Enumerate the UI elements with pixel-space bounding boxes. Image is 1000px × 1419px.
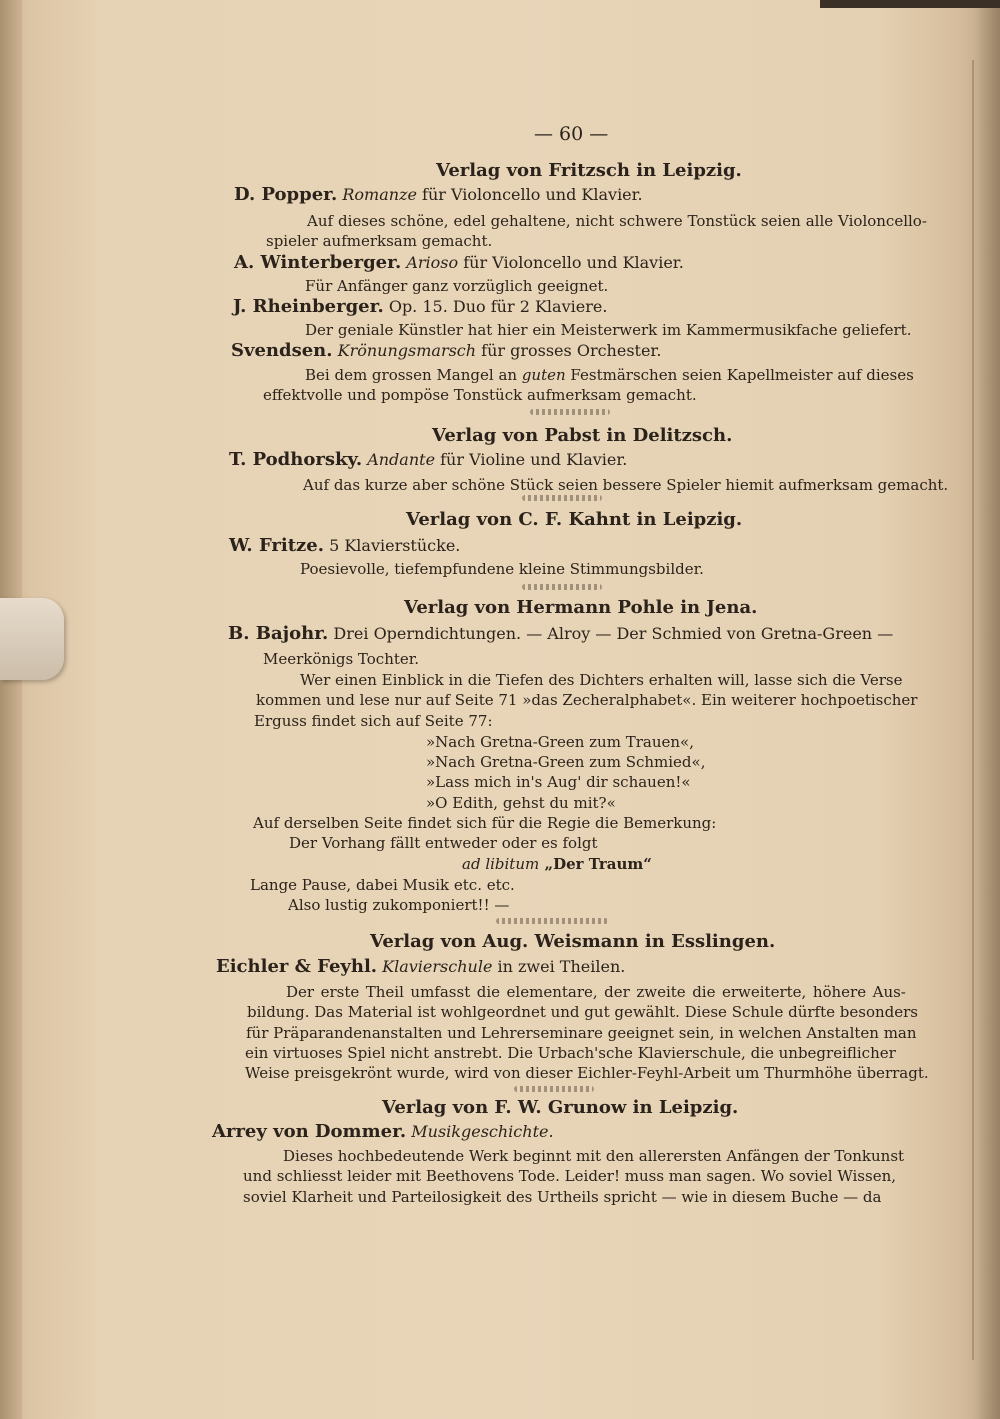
description-line: ein virtuoses Spiel nicht anstrebt. Die Urbach'sche Klavierschule, die unbegreiflicher <box>245 1044 896 1062</box>
work-details: Drei Operndichtungen. — Alroy — Der Schmied von Gretna-Green — <box>328 624 894 643</box>
description-line: Auf dieses schöne, edel gehaltene, nicht schwere Tonstück seien alle Violoncello- <box>307 212 927 230</box>
composer-name: D. Popper. <box>234 184 338 205</box>
description-line: effektvolle und pompöse Tonstück aufmerksam gemacht. <box>263 386 697 404</box>
description-line: Also lustig zukomponiert!! — <box>288 896 510 914</box>
description-line: kommen und lese nur auf Seite 71 »das Zecheralphabet«. Ein weiterer hochpoetischer <box>256 691 918 709</box>
entry-header <box>234 254 684 272</box>
work-details: in zwei Theilen. <box>492 957 626 976</box>
description-line: für Präparandenanstalten und Lehrerseminare geeignet sein, in welchen Anstalten man <box>246 1024 917 1042</box>
description-line: Auf derselben Seite findet sich für die Regie die Bemerkung: <box>253 814 717 832</box>
stage-direction: ad libitum „Der Traum“ <box>462 855 652 873</box>
work-title: Musikgeschichte. <box>411 1122 554 1141</box>
description-line: und schliesst leider mit Beethovens Tode. Leider! muss man sagen. Wo soviel Wissen, <box>243 1167 897 1185</box>
composer-name: Arrey von Dommer. <box>212 1121 407 1142</box>
binding-strip <box>820 0 1000 8</box>
verse-line: »Nach Gretna-Green zum Trauen«, <box>426 733 694 751</box>
work-title: Andante <box>367 450 436 469</box>
work-title: Arioso <box>406 253 459 272</box>
description-line: Meerkönigs Tochter. <box>263 650 420 668</box>
description-line: Weise preisgekrönt wurde, wird von dieser Eichler-Feyhl-Arbeit um Thurmhöhe überragt. <box>245 1064 929 1082</box>
entry-header <box>229 537 460 555</box>
section-divider <box>496 918 608 924</box>
work-details: für grosses Orchester. <box>476 341 662 360</box>
entry-header <box>216 958 625 976</box>
work-details: für Violoncello und Klavier. <box>416 185 643 204</box>
work-details: Op. 15. Duo für 2 Klaviere. <box>383 297 608 316</box>
bookmark-tab <box>0 598 64 680</box>
work-details: für Violine und Klavier. <box>435 450 628 469</box>
page-right-edge <box>974 0 1000 1419</box>
entry-header <box>231 342 661 360</box>
page-number: — 60 — <box>534 123 609 145</box>
section-heading: Verlag von Aug. Weismann in Esslingen. <box>370 931 776 952</box>
description-line: Dieses hochbedeutende Werk beginnt mit den allerersten Anfängen der Tonkunst <box>283 1147 905 1165</box>
description-line: Auf das kurze aber schöne Stück seien bessere Spieler hiemit aufmerksam gemacht. <box>303 476 949 494</box>
composer-name: W. Fritze. <box>229 535 324 556</box>
composer-name: Eichler & Feyhl. <box>216 956 378 977</box>
description-line: Der erste Theil umfasst die elementare, der zweite die erweiterte, höhere Aus- <box>286 983 906 1001</box>
description-line: Erguss findet sich auf Seite 77: <box>254 712 493 730</box>
description-line: Poesievolle, tiefempfundene kleine Stimmungsbilder. <box>300 560 704 578</box>
entry-header <box>229 451 627 469</box>
section-heading: Verlag von Fritzsch in Leipzig. <box>436 160 742 181</box>
section-heading: Verlag von F. W. Grunow in Leipzig. <box>382 1097 739 1118</box>
description-line: Der geniale Künstler hat hier ein Meisterwerk im Kammermusikfache geliefert. <box>305 321 912 339</box>
description-line: Der Vorhang fällt entweder oder es folgt <box>289 834 598 852</box>
section-divider <box>514 1086 594 1092</box>
section-divider <box>522 584 602 590</box>
composer-name: A. Winterberger. <box>234 252 402 273</box>
work-details: für Violoncello und Klavier. <box>458 253 684 272</box>
section-divider <box>522 495 602 501</box>
composer-name: Svendsen. <box>231 340 333 361</box>
entry-header <box>233 298 607 316</box>
verse-line: »O Edith, gehst du mit?« <box>426 794 616 812</box>
section-heading: Verlag von C. F. Kahnt in Leipzig. <box>406 509 743 530</box>
description-line: Bei dem grossen Mangel an guten Festmärschen seien Kapellmeister auf dieses <box>305 366 914 384</box>
description-line: spieler aufmerksam gemacht. <box>266 232 493 250</box>
verse-line: »Lass mich in's Aug' dir schauen!« <box>426 773 691 791</box>
work-details: 5 Klavierstücke. <box>323 536 461 555</box>
section-heading: Verlag von Hermann Pohle in Jena. <box>404 597 758 618</box>
description-line: soviel Klarheit und Parteilosigkeit des Urtheils spricht — wie in diesem Buche — da <box>243 1188 882 1206</box>
composer-name: B. Bajohr. <box>228 623 329 644</box>
work-title: Klavierschule <box>382 957 493 976</box>
composer-name: J. Rheinberger. <box>233 296 384 317</box>
verse-line: »Nach Gretna-Green zum Schmied«, <box>426 753 706 771</box>
section-heading: Verlag von Pabst in Delitzsch. <box>432 425 733 446</box>
description-line: Für Anfänger ganz vorzüglich geeignet. <box>305 277 609 295</box>
entry-header <box>228 625 893 643</box>
page-fold-line <box>972 60 974 1360</box>
work-title: Romanze <box>342 185 417 204</box>
description-line: Wer einen Einblick in die Tiefen des Dichters erhalten will, lasse sich die Verse <box>300 671 903 689</box>
entry-header <box>212 1123 554 1141</box>
description-line: bildung. Das Material ist wohlgeordnet und gut gewählt. Diese Schule dürfte besonders <box>247 1003 919 1021</box>
entry-header <box>234 186 643 204</box>
section-divider <box>530 409 610 415</box>
composer-name: T. Podhorsky. <box>229 449 363 470</box>
work-title: Krönungsmarsch <box>337 341 477 360</box>
page-left-edge <box>0 0 22 1419</box>
description-line: Lange Pause, dabei Musik etc. etc. <box>250 876 515 894</box>
